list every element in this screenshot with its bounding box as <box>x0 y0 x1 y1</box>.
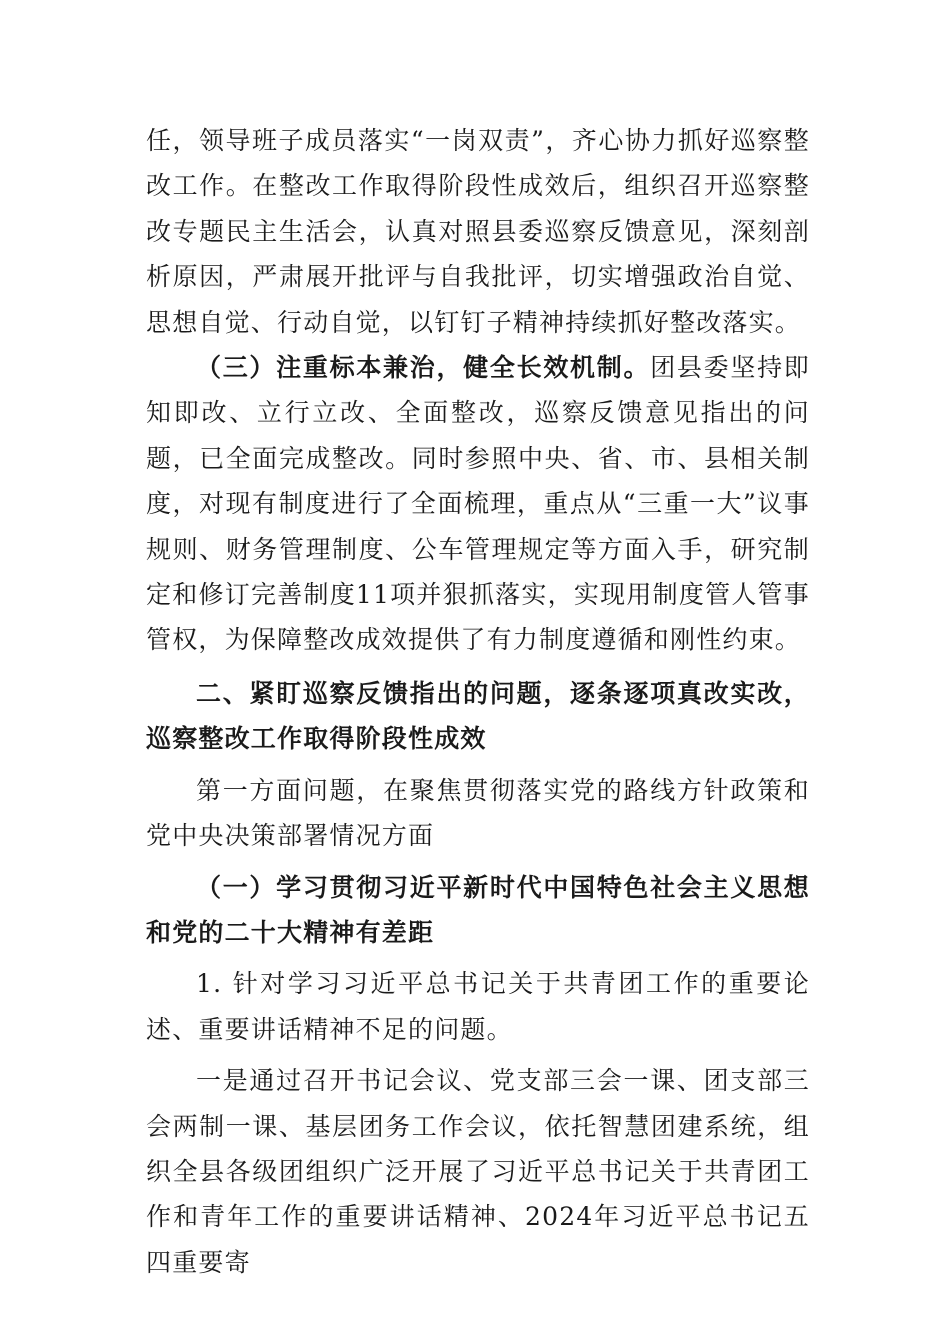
problem-category-first: 第一方面问题，在聚焦贯彻落实党的路线方针政策和党中央决策部署情况方面 <box>146 775 810 851</box>
paragraph-body-text: 团县委坚持即知即改、立行立改、全面整改，巡察反馈意见指出的问题，已全面完成整改。同时参照中央、省、市、县相关制度，对现有制度进行了全面梳理，重点从“三重一大”议事规则、财务管理制度、公车管理规定等方面入手，研究制定和修订完善制度11项并狠抓落实，实现用制度管人管事管权，为保障整改成效提供了有力制度遵循和刚性约束。 <box>146 353 811 655</box>
subsection-heading-one: （一）学习贯彻习近平新时代中国特色社会主义思想和党的二十大精神有差距 <box>146 872 810 947</box>
problem-item-one: 1. 针对学习习近平总书记关于共青团工作的重要论述、重要讲话精神不足的问题。 <box>146 969 810 1044</box>
measure-paragraph-one: 一是通过召开书记会议、党支部三会一课、团支部三会两制一课、基层团务工作会议，依托智慧团建系统，组织全县各级团组织广泛开展了习近平总书记关于共青团工作和青年工作的重要讲话精神、2024年习近平总书记五四重要寄 <box>146 1066 810 1277</box>
paragraph-rectification-responsibility: 任，领导班子成员落实“一岗双责”，齐心协力抓好巡察整改工作。在整改工作取得阶段性成效后，组织召开巡察整改专题民主生活会，认真对照县委巡察反馈意见，深刻剖析原因，严肃展开批评与自我批评，切实增强政治自觉、思想自觉、行动自觉，以钉钉子精神持续抓好整改落实。 <box>146 126 810 337</box>
paragraph-lead-heading: （三）注重标本兼治，健全长效机制。 <box>196 353 651 383</box>
document-body <box>146 118 810 1285</box>
section-heading-two: 二、紧盯巡察反馈指出的问题，逐条逐项真改实改，巡察整改工作取得阶段性成效 <box>146 678 810 754</box>
paragraph-long-term-mechanism <box>146 345 810 663</box>
